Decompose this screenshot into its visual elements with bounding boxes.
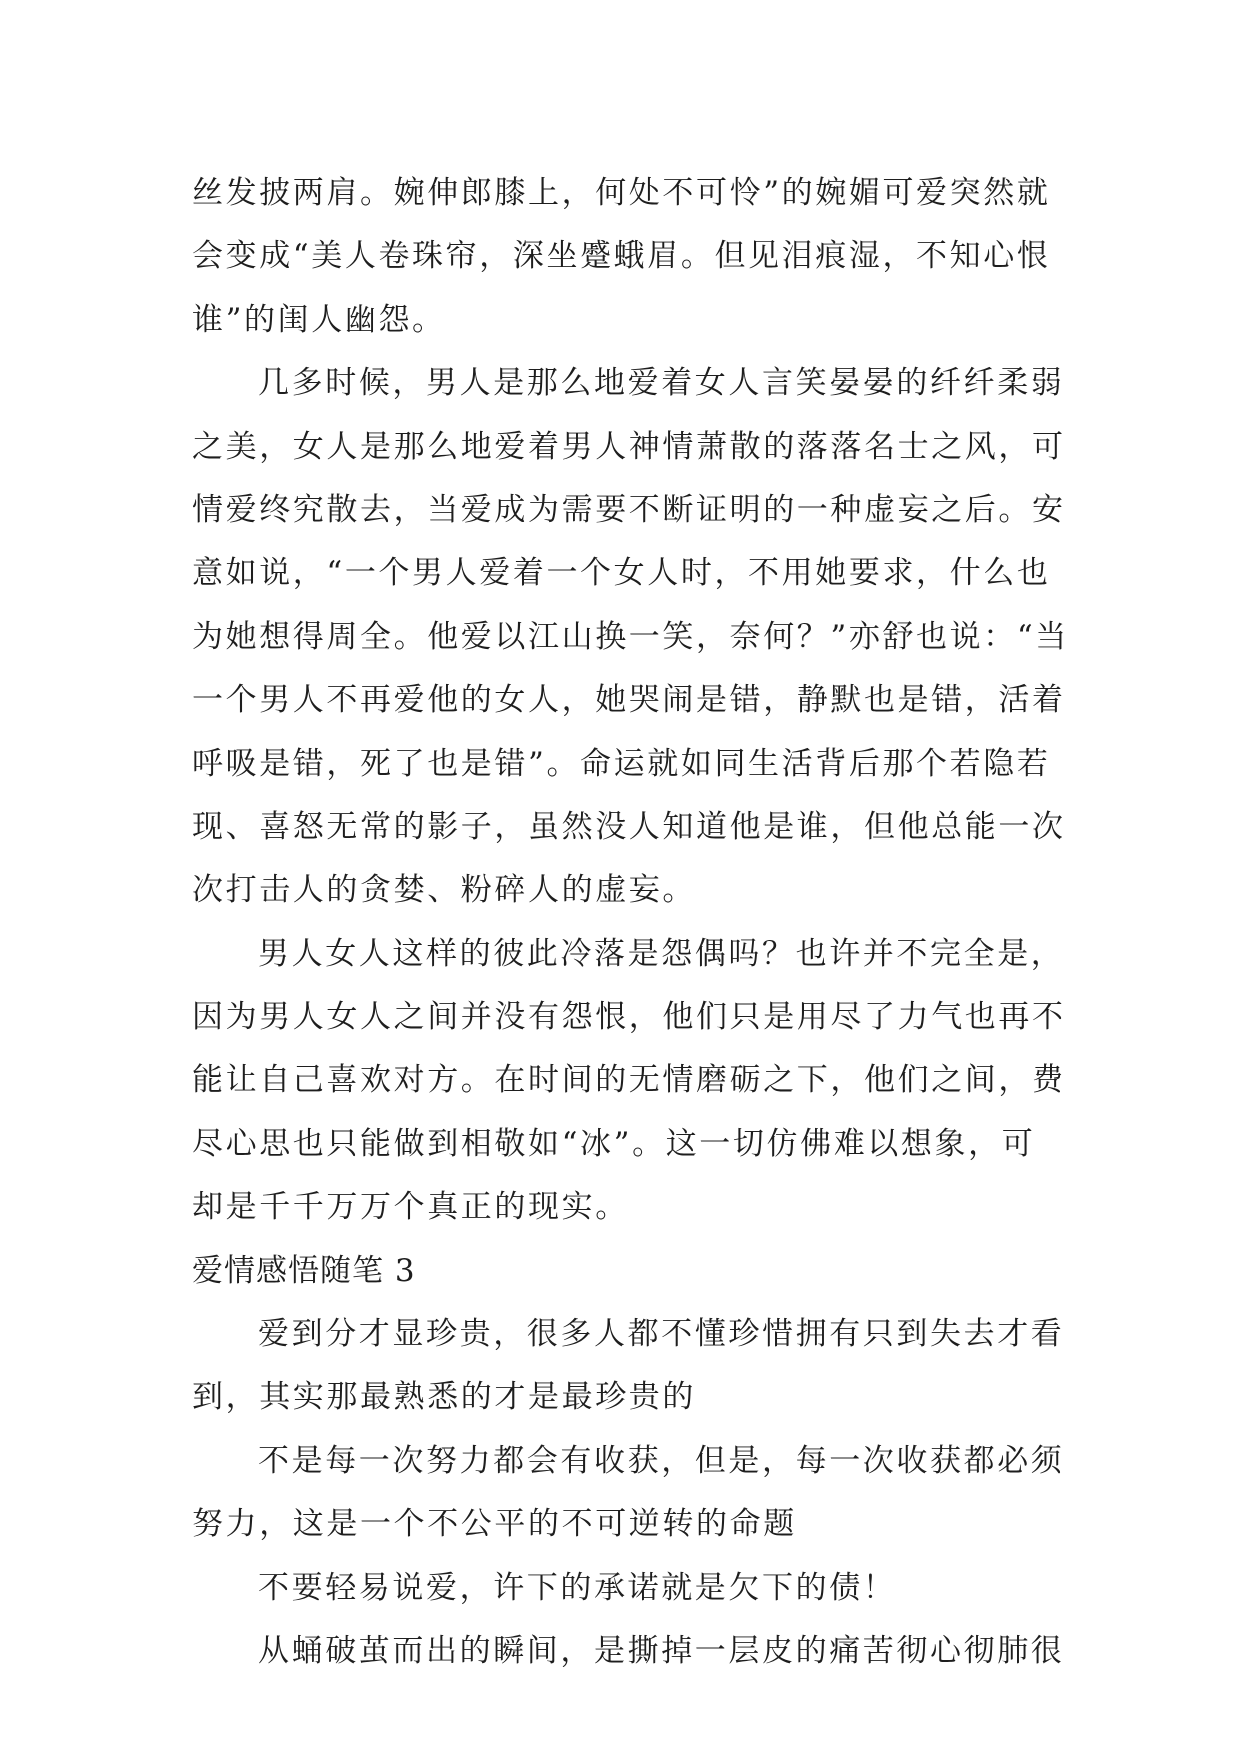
text-line: 却是千千万万个真正的现实。 [192, 1189, 629, 1226]
text-line: 尽心思也只能做到相敬如“冰”。这一切仿佛难以想象，可 [192, 1125, 1036, 1162]
text-line: 一个男人不再爱他的女人，她哭闹是错，静默也是错，活着 [192, 682, 1066, 719]
text-line: 之美，女人是那么地爱着男人神情萧散的落落名士之风，可 [192, 428, 1066, 465]
text-line: 呼吸是错，死了也是错”。命运就如同生活背后那个若隐若 [192, 745, 1051, 782]
text-line: 不要轻易说爱，许下的承诺就是欠下的债！ [258, 1569, 897, 1606]
text-line: 到，其实那最熟悉的才是最珍贵的 [192, 1379, 696, 1416]
text-line: 不是每一次努力都会有收获，但是，每一次收获都必须 [258, 1442, 1065, 1479]
text-line: 能让自己喜欢对方。在时间的无情磨砺之下，他们之间，费 [192, 1062, 1066, 1099]
text-line: 为她想得周全。他爱以江山换一笑，奈何？”亦舒也说：“当 [192, 618, 1069, 655]
text-line: 意如说，“一个男人爱着一个女人时，不用她要求，什么也 [192, 555, 1051, 592]
text-line: 情爱终究散去，当爱成为需要不断证明的一种虚妄之后。安 [192, 491, 1066, 528]
text-line: 次打击人的贪婪、粉碎人的虚妄。 [192, 872, 696, 909]
document-body [192, 162, 1069, 1683]
text-line: 因为男人女人之间并没有怨恨，他们只是用尽了力气也再不 [192, 999, 1066, 1036]
text-line: 爱到分才显珍贵，很多人都不懂珍惜拥有只到失去才看 [258, 1316, 1065, 1353]
section-heading: 爱情感悟随笔 3 [192, 1252, 416, 1289]
text-line: 现、喜怒无常的影子，虽然没人知道他是谁，但他总能一次 [192, 808, 1066, 845]
text-line: 丝发披两肩。婉伸郎膝上，何处不可怜”的婉媚可爱突然就 [192, 175, 1051, 211]
text-line: 男人女人这样的彼此冷落是怨偶吗？也许并不完全是， [258, 935, 1065, 972]
text-line: 几多时候，男人是那么地爱着女人言笑晏晏的纤纤柔弱 [258, 365, 1065, 402]
text-line: 会变成“美人卷珠帘，深坐蹙蛾眉。但见泪痕湿，不知心恨 [192, 238, 1051, 275]
text-line: 努力，这是一个不公平的不可逆转的命题 [192, 1506, 797, 1543]
text-line: 从蛹破茧而出的瞬间，是撕掉一层皮的痛苦彻心彻肺很 [258, 1632, 1065, 1669]
text-line: 谁”的闺人幽怨。 [192, 301, 446, 338]
